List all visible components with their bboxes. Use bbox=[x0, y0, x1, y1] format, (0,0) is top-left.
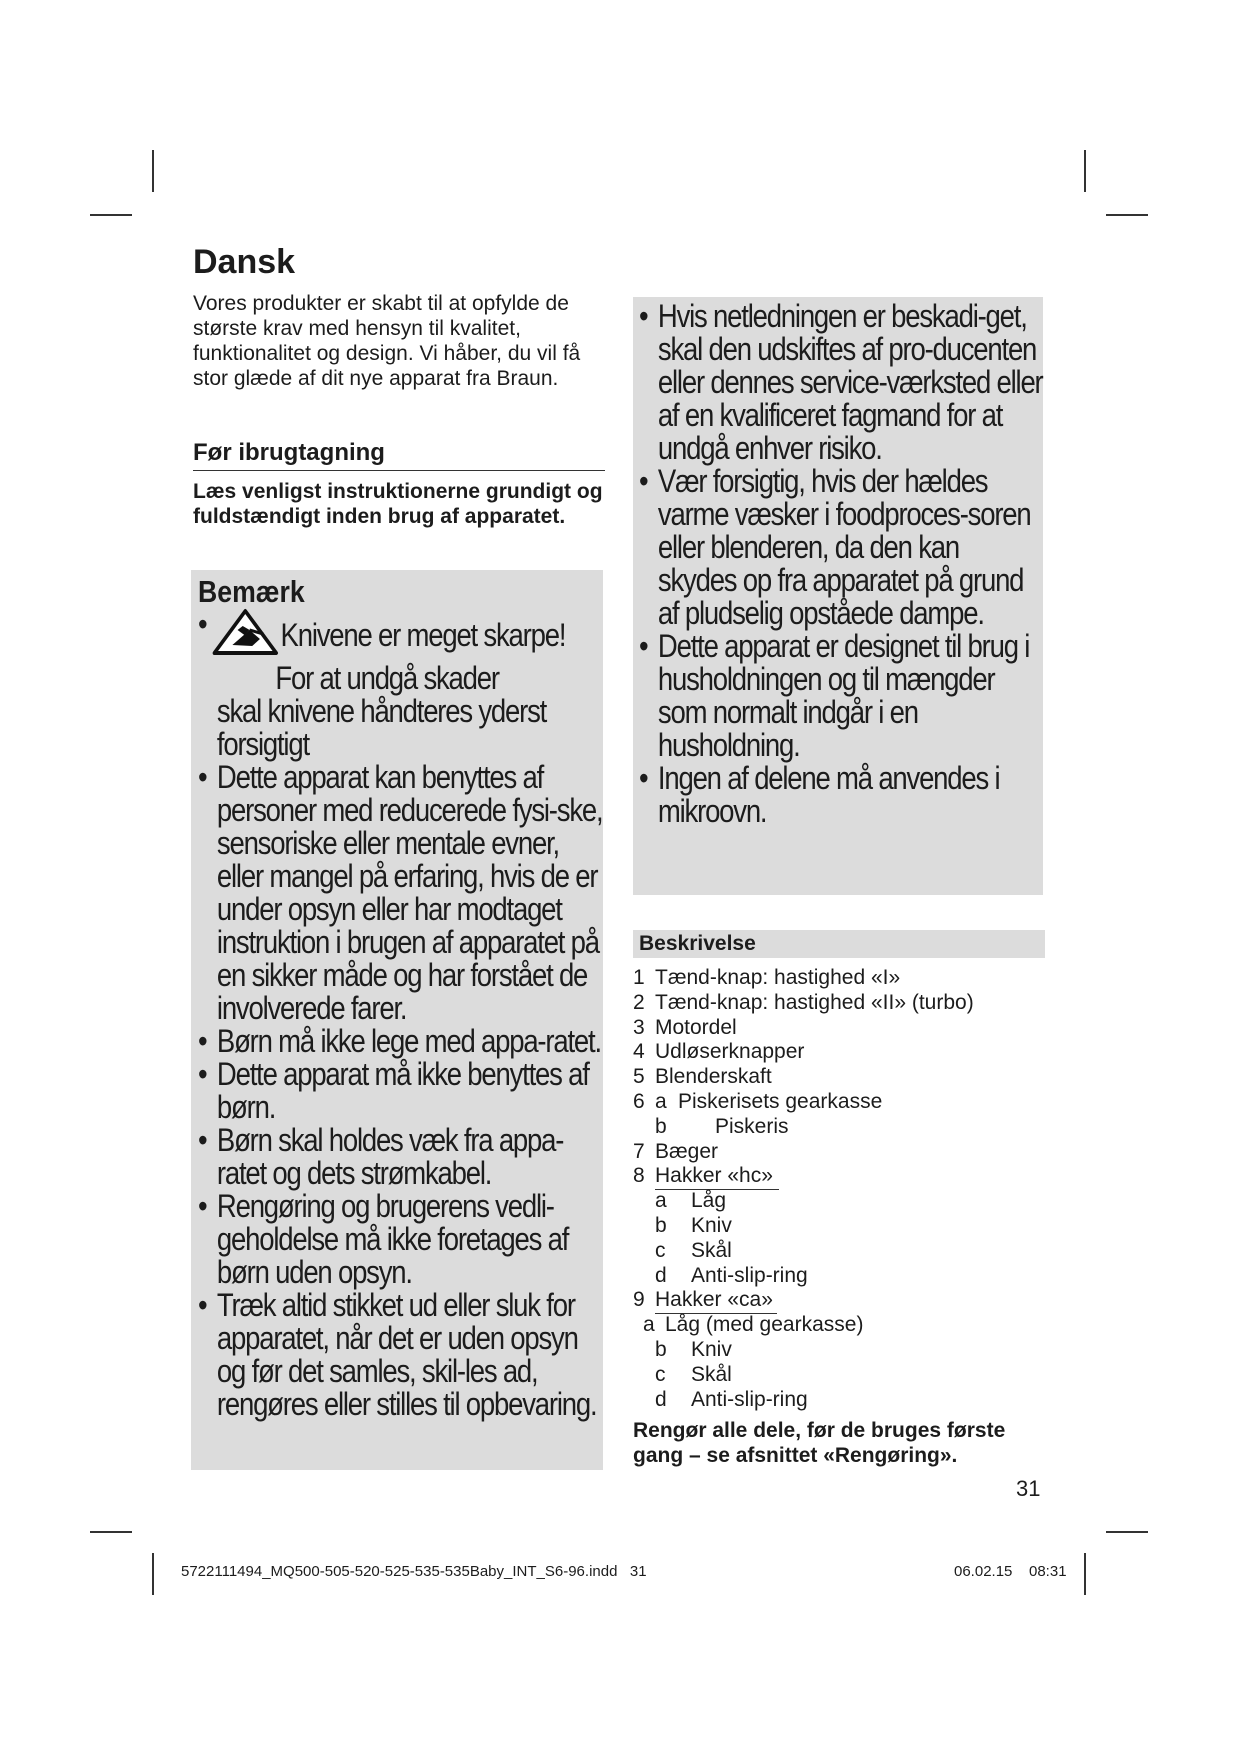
warning-item: • Dette apparat må ikke benyttes af børn. bbox=[198, 1058, 607, 1124]
warning-item-knives: • Knivene er meget skarpe! For at undgå skader skal knivene håndteres yderst forsigtigt bbox=[198, 608, 607, 761]
warning-title: Bemærk bbox=[198, 574, 305, 609]
list-item: b Kniv bbox=[655, 1213, 732, 1237]
list-item: 8 Hakker «hc» bbox=[633, 1164, 1053, 1189]
page-number: 31 bbox=[1016, 1476, 1041, 1501]
warning-item: • Dette apparat er designet til brug i husholdningen og til mængder som normalt indgår i en husholdning. bbox=[639, 630, 1043, 762]
list-item: 4 Udløserknapper bbox=[633, 1040, 805, 1064]
crop-mark bbox=[90, 214, 132, 216]
warning-item: • Dette apparat kan benyttes af personer med reducerede fysi-ske, sensoriske eller mentale evner, eller mangel på erfaring, hvis de er under opsyn eller har modtaget instruktion i brugen af apparatet på en sikker måde og har forstået de involverede farer. bbox=[198, 761, 607, 1025]
list-item: c Skål bbox=[655, 1238, 732, 1262]
list-item: d Anti-slip-ring bbox=[655, 1387, 808, 1411]
list-item: 1 Tænd-knap: hastighed «I» bbox=[633, 966, 901, 989]
list-item: 9 Hakker «ca» bbox=[633, 1288, 1053, 1313]
warning-item: • Træk altid stikket ud eller sluk for apparatet, når det er uden opsyn og før det samles, skil-les ad, rengøres eller stilles til opbevaring. bbox=[198, 1289, 607, 1421]
warning-item: • Hvis netledningen er beskadi-get, skal den udskiftes af pro-ducenten eller dennes service-værksted eller af en kvalificeret fagmand for at undgå enhver risiko. bbox=[639, 300, 1043, 465]
warning-content-right bbox=[639, 300, 1043, 828]
list-item: c Skål bbox=[655, 1362, 732, 1386]
list-item: 7 Bæger bbox=[633, 1139, 719, 1163]
crop-mark bbox=[1084, 150, 1086, 192]
intro-paragraph: Vores produkter er skabt til at opfylde de største krav med hensyn til kvalitet, funktionalitet og design. Vi håber, du vil få stor glæde af dit nye apparat fra Braun. bbox=[193, 292, 581, 390]
list-item: 5 Blenderskaft bbox=[633, 1065, 772, 1089]
warning-item: • Børn skal holdes væk fra appa-ratet og dets strømkabel. bbox=[198, 1124, 607, 1190]
crop-mark bbox=[152, 1553, 154, 1595]
list-item: a Låg bbox=[655, 1189, 727, 1213]
warning-content-left bbox=[198, 575, 607, 1421]
read-instructions-note: Læs venligst instruktionerne grundigt og fuldstændigt inden brug af apparatet. bbox=[193, 480, 603, 528]
list-item: a Låg (med gearkasse) bbox=[643, 1313, 864, 1337]
warning-item: • Ingen af delene må anvendes i mikroovn. bbox=[639, 762, 1043, 828]
footer-date: 06.02.15 bbox=[954, 1563, 1013, 1580]
list-item: d Anti-slip-ring bbox=[655, 1263, 808, 1287]
crop-mark bbox=[152, 150, 154, 192]
sharp-blade-warning-icon bbox=[212, 608, 279, 662]
list-item: 6 a Piskerisets gearkasse bbox=[633, 1089, 883, 1113]
warning-item: • Børn må ikke lege med appa-ratet. bbox=[198, 1025, 607, 1058]
crop-mark bbox=[1106, 1531, 1148, 1533]
page-heading: Dansk bbox=[193, 243, 296, 281]
list-item: b Kniv bbox=[655, 1337, 732, 1361]
footer-time: 08:31 bbox=[1029, 1563, 1067, 1580]
cleaning-note: Rengør alle dele, før de bruges første gang – se afsnittet «Rengøring». bbox=[633, 1419, 1006, 1467]
section-title: Før ibrugtagning bbox=[193, 439, 605, 471]
crop-mark bbox=[1084, 1553, 1086, 1595]
list-item: 3 Motordel bbox=[633, 1015, 737, 1039]
footer-filename: 5722111494_MQ500-505-520-525-535-535Baby_INT_S6-96.indd 31 bbox=[181, 1563, 647, 1580]
warning-item: • Rengøring og brugerens vedli-geholdelse må ikke foretages af børn uden opsyn. bbox=[198, 1190, 607, 1289]
warning-item: • Vær forsigtig, hvis der hældes varme væsker i foodproces-soren eller blenderen, da den kan skydes op fra apparatet på grund af pludselig opståede dampe. bbox=[639, 465, 1043, 630]
list-item: b Piskeris bbox=[655, 1114, 789, 1138]
list-item: 2 Tænd-knap: hastighed «II» (turbo) bbox=[633, 990, 974, 1014]
parts-list bbox=[633, 966, 1053, 1412]
crop-mark bbox=[90, 1531, 132, 1533]
description-title: Beskrivelse bbox=[633, 930, 1045, 958]
crop-mark bbox=[1106, 214, 1148, 216]
